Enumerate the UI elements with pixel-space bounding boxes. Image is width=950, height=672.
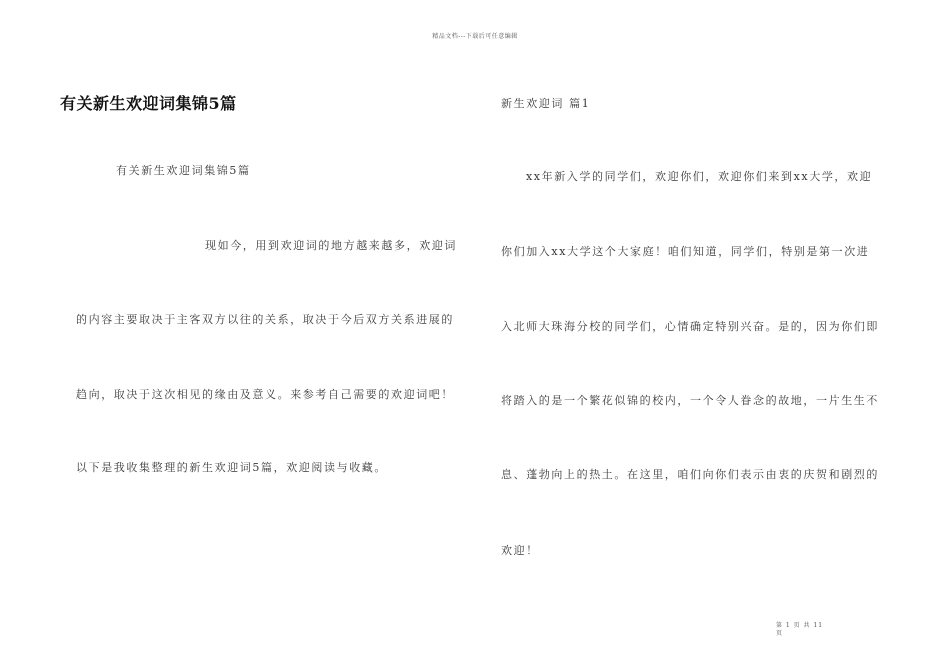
left-paragraph-line-2: 的内容主要取决于主客双方以往的关系，取决于今后双方关系进展的 [76,313,454,326]
page-number-line-2: 页 [776,630,784,637]
right-paragraph-line-1: xx年新入学的同学们，欢迎你们，欢迎你们来到xx大学，欢迎 [526,170,873,183]
left-subtitle: 有关新生欢迎词集锦5篇 [116,164,251,177]
page-number [776,622,836,638]
right-paragraph-line-2: 你们加入xx大学这个大家庭！咱们知道，同学们，特别是第一次进 [501,245,870,258]
right-paragraph-line-5: 息、蓬勃向上的热土。在这里，咱们向你们表示由衷的庆贺和剧烈的 [501,468,879,481]
section-heading: 新生欢迎词 篇1 [501,97,591,110]
left-paragraph-line-3: 趋向，取决于这次相见的缘由及意义。来参考自己需要的欢迎词吧！ [76,388,454,401]
page-number-line-1: 第 1 页 共 11 [776,622,824,629]
document-title: 有关新生欢迎词集锦5篇 [60,94,237,113]
right-paragraph-line-6: 欢迎！ [501,544,539,557]
left-paragraph-line-1: 现如今，用到欢迎词的地方越来越多，欢迎词 [205,239,457,252]
right-paragraph-line-4: 将踏入的是一个繁花似锦的校内，一个令人眷念的故地，一片生生不 [501,394,879,407]
left-paragraph-line-4: 以下是我收集整理的新生欢迎词5篇，欢迎阅读与收藏。 [76,461,387,474]
right-paragraph-line-3: 入北师大珠海分校的同学们，心情确定特别兴奋。是的，因为你们即 [501,320,879,333]
header-note: 精品文档---下载后可任意编辑 [432,33,518,40]
